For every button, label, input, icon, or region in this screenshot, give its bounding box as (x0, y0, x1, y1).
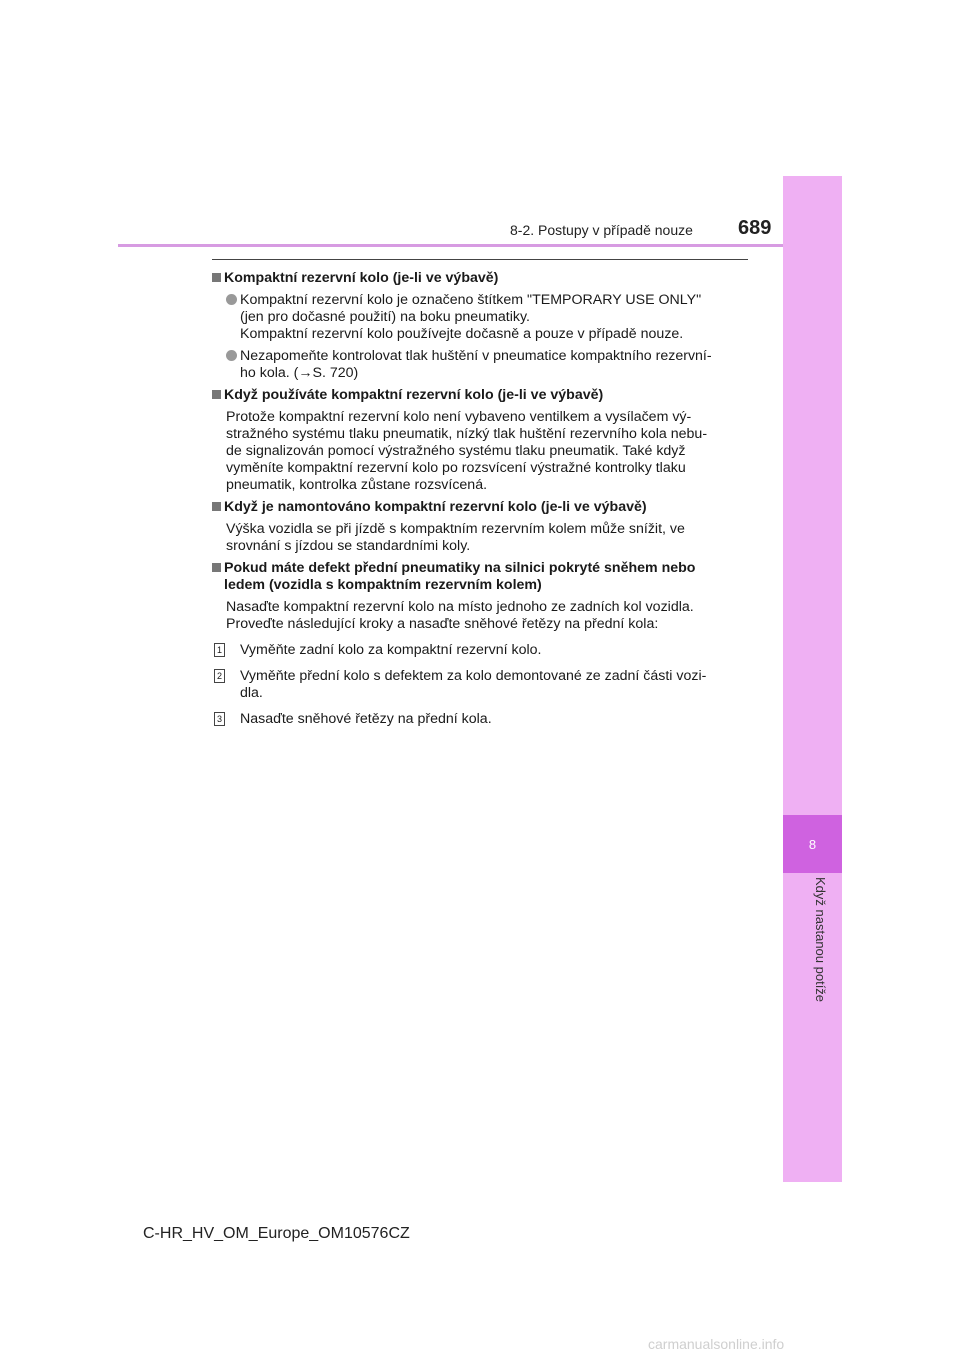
document-code: C-HR_HV_OM_Europe_OM10576CZ (143, 1225, 410, 1242)
round-bullet-icon (226, 294, 237, 305)
page-number: 689 (738, 217, 772, 239)
section-heading: Když používáte kompaktní rezervní kolo (je-li ve výbavě) (212, 387, 748, 404)
square-bullet-icon (212, 563, 221, 572)
step-item: 1 Vyměňte zadní kolo za kompaktní rezervní kolo. (212, 642, 748, 659)
section-title: 8-2. Postupy v případě nouze (510, 222, 693, 238)
step-item: 2 Vyměňte přední kolo s defektem za kolo demontované ze zadní části vozi- dla. (212, 668, 748, 702)
paragraph: Protože kompaktní rezervní kolo není vybaveno ventilkem a vysílačem vý- stražného systému tlaku pneumatik, nízký tlak huštění rezervního kola nebu- de signalizován pomocí výstražného systému tlaku pneumatik. Také když vyměníte kompaktní rezervní kolo po rozsvícení výstražné kontrolky tlaku pneumatik, kontrolka zůstane rozsvícená. (226, 409, 708, 493)
step-number: 3 (214, 712, 225, 726)
content-top-rule (212, 259, 748, 260)
round-bullet-icon (226, 350, 237, 361)
bullet-item: Kompaktní rezervní kolo je označeno štítkem "TEMPORARY USE ONLY" (jen pro dočasné použití) na boku pneumatiky. Kompaktní rezervní kolo používejte dočasně a pouze v případě nouze. (212, 292, 748, 343)
step-number: 1 (214, 643, 225, 657)
bullet-item: Nezapomeňte kontrolovat tlak huštění v pneumatice kompaktního rezervní- ho kola. (→S. 720) (212, 348, 748, 382)
section-heading: Když je namontováno kompaktní rezervní kolo (je-li ve výbavě) (212, 499, 748, 516)
watermark: carmanualsonline.info (648, 1336, 785, 1352)
step-item: 3 Nasaďte sněhové řetězy na přední kola. (212, 711, 748, 728)
section-heading: Pokud máte defekt přední pneumatiky na silnici pokryté sněhem nebo ledem (vozidla s kompaktním rezervním kolem) (212, 560, 748, 594)
header-rule (118, 244, 783, 247)
section-heading: Kompaktní rezervní kolo (je-li ve výbavě) (212, 270, 748, 287)
paragraph: Výška vozidla se při jízdě s kompaktním rezervním kolem může snížit, ve srovnání s jízdou se standardními koly. (226, 521, 685, 554)
chapter-number: 8 (783, 815, 842, 873)
chapter-label: Když nastanou potíže (813, 877, 828, 1003)
side-tab (783, 176, 842, 1182)
paragraph: Nasaďte kompaktní rezervní kolo na místo jednoho ze zadních kol vozidla. Proveďte následující kroky a nasaďte sněhové řetězy na přední kola: (226, 599, 694, 632)
square-bullet-icon (212, 502, 221, 511)
square-bullet-icon (212, 273, 221, 282)
square-bullet-icon (212, 390, 221, 399)
step-number: 2 (214, 669, 225, 683)
content (212, 265, 748, 728)
